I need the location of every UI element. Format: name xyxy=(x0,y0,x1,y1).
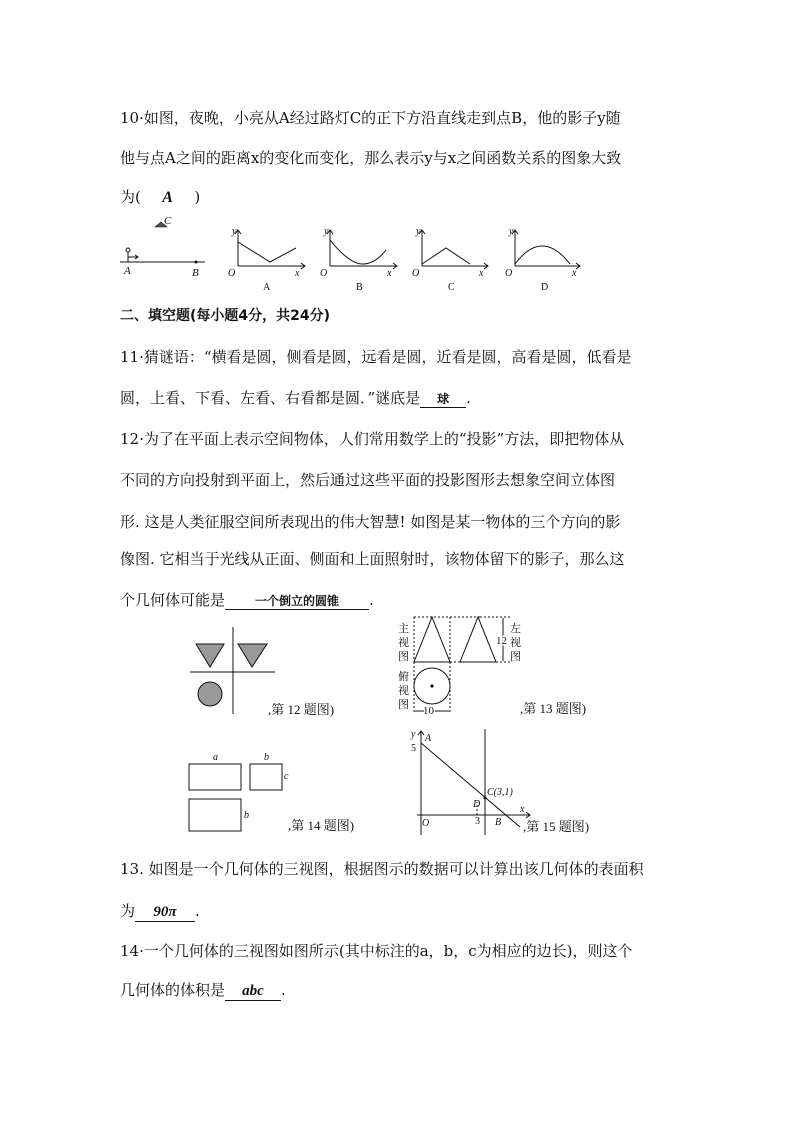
svg-text:10: 10 xyxy=(423,705,434,717)
fig14 xyxy=(180,748,380,838)
svg-text:A: A xyxy=(263,282,271,293)
svg-text:图: 图 xyxy=(510,651,521,663)
q14-line1: 14·一个几何体的三视图如图所示(其中标注的a，b，c为相应的边长)，则这个 xyxy=(120,942,633,960)
svg-text:图: 图 xyxy=(398,699,409,711)
q13-line2: 为 90π . xyxy=(120,902,200,920)
svg-text:O: O xyxy=(412,268,420,279)
q11-line1: 11·猜谜语：“横看是圆，侧看是圆，远看是圆，近看是圆，高看是圆，低看是 xyxy=(120,348,632,366)
svg-text:5: 5 xyxy=(411,743,416,754)
svg-text:y: y xyxy=(411,729,416,740)
svg-text:B: B xyxy=(356,282,363,293)
svg-text:视: 视 xyxy=(398,637,409,649)
svg-text:视: 视 xyxy=(398,685,409,697)
svg-text:c: c xyxy=(284,771,289,782)
q10-answer: A xyxy=(162,189,173,206)
svg-text:y: y xyxy=(324,226,329,237)
q10-line3 xyxy=(120,186,200,207)
q10-suffix: ) xyxy=(194,188,201,206)
q10-prefix: 为( xyxy=(120,188,141,206)
svg-text:x: x xyxy=(479,268,484,279)
svg-text:O: O xyxy=(320,268,328,279)
q12-answer: 一个倒立的圆锥 xyxy=(225,592,369,610)
svg-text:b: b xyxy=(264,752,269,763)
svg-text:12: 12 xyxy=(496,635,507,647)
graph-option-c xyxy=(412,226,488,293)
svg-text:O: O xyxy=(505,268,513,279)
q11-line2: 圆，上看、下看、左看、右看都是圆．”谜底是 球 . xyxy=(120,389,471,407)
svg-text:a: a xyxy=(213,752,218,763)
section-title: 二、填空题(每小题4分，共24分) xyxy=(120,308,331,324)
svg-text:y: y xyxy=(509,226,514,237)
svg-text:x: x xyxy=(572,268,577,279)
svg-text:O: O xyxy=(422,818,430,829)
fig14-caption: ,第 14 题图) xyxy=(288,818,355,833)
svg-text:D: D xyxy=(473,799,481,810)
svg-text:D: D xyxy=(541,282,549,293)
q13-answer: 90π xyxy=(135,904,195,922)
q11-answer: 球 xyxy=(420,390,466,408)
fig15 xyxy=(405,725,615,840)
point-a-label: A xyxy=(124,265,131,277)
graph-option-a xyxy=(228,226,305,293)
svg-text:x: x xyxy=(387,268,392,279)
svg-text:图: 图 xyxy=(398,651,409,663)
view-rect-b xyxy=(250,764,282,790)
fig12 xyxy=(190,627,370,722)
svg-text:x: x xyxy=(520,804,525,815)
svg-text:视: 视 xyxy=(510,637,521,649)
lamp-label: C xyxy=(164,215,172,227)
q14-answer: abc xyxy=(225,983,281,1001)
q12-line4: 像图. 它相当于光线从正面、侧面和上面照射时，该物体留下的影子，那么这 xyxy=(120,550,625,568)
svg-text:主: 主 xyxy=(398,623,409,635)
fig15-caption: ,第 15 题图) xyxy=(523,819,590,834)
svg-text:C: C xyxy=(448,282,455,293)
svg-text:x: x xyxy=(295,268,300,279)
fig13 xyxy=(390,612,610,717)
q13-line1: 13. 如图是一个几何体的三视图，根据图示的数据可以计算出该几何体的表面积 xyxy=(120,860,644,878)
graph-option-b xyxy=(320,226,397,293)
point-b-label: B xyxy=(192,267,199,279)
fig12-caption: ,第 12 题图) xyxy=(268,702,335,717)
svg-text:b: b xyxy=(244,810,249,821)
view-rect-a xyxy=(189,764,241,790)
svg-text:y: y xyxy=(416,226,421,237)
q14-line2: 几何体的体积是 abc . xyxy=(120,981,286,999)
q10-line1: 10·如图，夜晚，小亮从A经过路灯C的正下方沿直线走到点B，他的影子y随 xyxy=(120,109,621,127)
svg-text:左: 左 xyxy=(510,623,521,635)
svg-text:O: O xyxy=(228,268,236,279)
top-view-circle xyxy=(198,682,222,706)
svg-text:3: 3 xyxy=(475,816,480,827)
svg-text:y: y xyxy=(232,226,237,237)
q12-line3: 形. 这是人类征服空间所表现出的伟大智慧! 如图是某一物体的三个方向的影 xyxy=(120,513,621,531)
q12-line1: 12·为了在平面上表示空间物体，人们常用数学上的“投影”方法，即把物体从 xyxy=(120,430,625,448)
side-view-triangle xyxy=(238,644,267,667)
view-rect-c xyxy=(189,799,241,831)
q12-line5: 个几何体可能是 一个倒立的圆锥 . xyxy=(120,591,374,609)
fig13-caption: ,第 13 题图) xyxy=(520,701,587,716)
svg-text:俯: 俯 xyxy=(398,671,409,683)
svg-text:A: A xyxy=(425,733,432,744)
q12-line2: 不同的方向投射到平面上，然后通过这些平面的投影图形去想象空间立体图 xyxy=(120,471,616,489)
q10-line2: 他与点A之间的距离x的变化而变化，那么表示y与x之间函数关系的图象大致 xyxy=(120,149,622,167)
front-view-triangle xyxy=(196,644,224,667)
svg-text:C(3,1): C(3,1) xyxy=(487,787,513,798)
graph-option-d xyxy=(505,226,580,293)
q10-figure xyxy=(110,210,590,295)
svg-text:B: B xyxy=(495,817,502,828)
